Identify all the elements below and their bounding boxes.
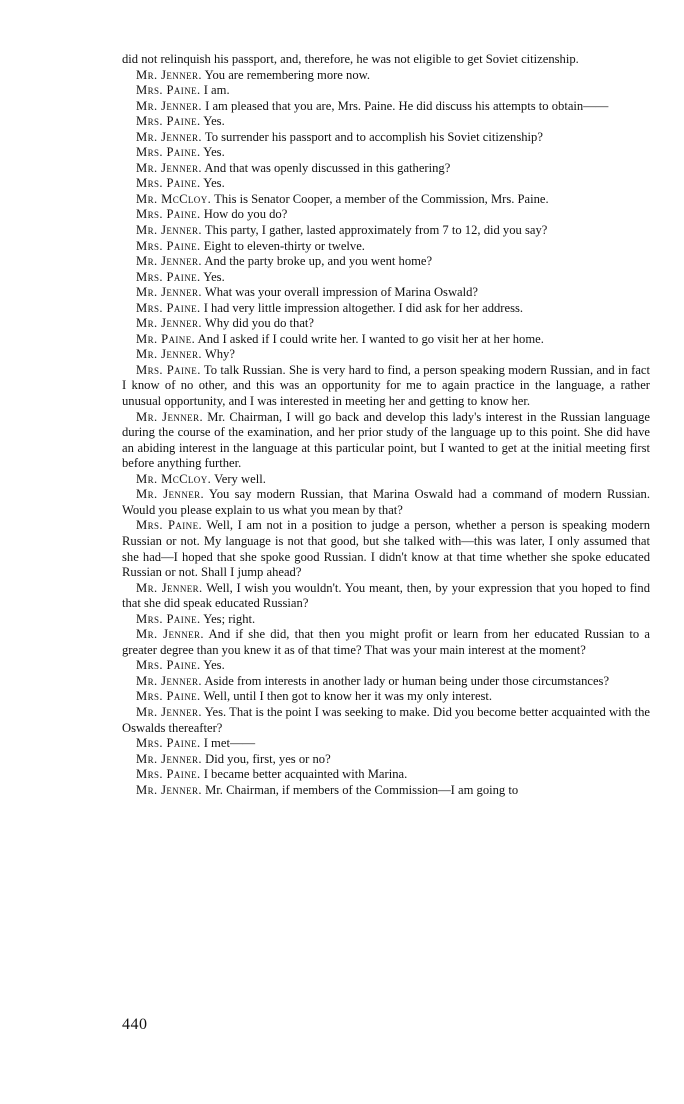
transcript-paragraph: [122, 487, 650, 518]
transcript-paragraph: [122, 767, 650, 783]
transcript-paragraph: [122, 145, 650, 161]
speech-text: I am pleased that you are, Mrs. Paine. He did discuss his attempts to obtain——: [205, 98, 609, 113]
speech-text: To talk Russian. She is very hard to find, a person speaking modern Russian, and in fact I know of no other, and this was an opportunity for me to again practice in the language, a rather unusual opportunity, and I was interested in meeting her and getting to know her.: [122, 362, 650, 409]
speaker-name: Mr. Jenner.: [136, 160, 202, 175]
transcript-paragraph: [122, 736, 650, 752]
speech-text: This party, I gather, lasted approximately from 7 to 12, did you say?: [204, 223, 548, 238]
transcript-paragraph: [122, 332, 650, 348]
speech-text: You say modern Russian, that Marina Oswald had a command of modern Russian. Would you please explain to us what you mean by that?: [122, 487, 651, 517]
speech-text: To surrender his passport and to accomplish his Soviet citizenship?: [204, 129, 543, 144]
transcript-paragraph: [122, 301, 650, 317]
speaker-name: Mr. Jenner.: [136, 487, 205, 502]
speaker-name: Mrs. Paine.: [136, 145, 201, 160]
transcript-paragraph: [122, 99, 650, 115]
transcript-paragraph: [122, 410, 650, 472]
transcript-paragraph: [122, 192, 650, 208]
speaker-name: Mr. Jenner.: [136, 673, 202, 688]
speaker-name: Mr. Jenner.: [136, 627, 204, 642]
transcript-paragraph: [122, 581, 650, 612]
speech-text: Well, I wish you wouldn't. You meant, then, by your expression that you hoped to find that she did speak educated Russian?: [122, 580, 650, 611]
speaker-name: Mrs. Paine.: [136, 207, 201, 222]
transcript-paragraph: [122, 518, 650, 580]
speech-text: What was your overall impression of Marina Oswald?: [204, 285, 479, 300]
speaker-name: Mrs. Paine.: [136, 176, 201, 191]
speaker-name: Mrs. Paine.: [136, 300, 201, 315]
speaker-name: Mrs. Paine.: [136, 689, 201, 704]
speech-text: You are remembering more now.: [204, 67, 371, 82]
speech-text: Well, until I then got to know her it was my only interest.: [203, 689, 493, 704]
speech-text: Yes.: [203, 269, 225, 284]
speech-text: Mr. Chairman, I will go back and develop this lady's interest in the Russian language during the course of the examination, and her prior study of the language up to this point. She did have an abiding interest in the language at this particular point, but I wanted to get at the initial meeting first before anything further.: [122, 409, 650, 471]
transcript-paragraph: [122, 689, 650, 705]
speaker-name: Mrs. Paine.: [136, 269, 201, 284]
transcript-paragraph: [122, 114, 650, 130]
speaker-name: Mrs. Paine.: [136, 83, 201, 98]
speaker-name: Mr. Jenner.: [136, 223, 202, 238]
speech-text: I became better acquainted with Marina.: [203, 767, 408, 782]
speaker-name: Mr. Jenner.: [136, 129, 202, 144]
speech-text: Yes; right.: [203, 611, 256, 626]
transcript-paragraph: [122, 674, 650, 690]
transcript-paragraph: [122, 83, 650, 99]
transcript-paragraph: [122, 161, 650, 177]
transcript-paragraph: [122, 347, 650, 363]
speaker-name: Mrs. Paine.: [136, 658, 201, 673]
speech-text: I am.: [203, 83, 230, 98]
transcript-paragraph: [122, 176, 650, 192]
speaker-name: Mr. Jenner.: [136, 580, 203, 595]
speaker-name: Mr. Jenner.: [136, 704, 202, 719]
transcript-paragraph: [122, 68, 650, 84]
speaker-name: Mr. Jenner.: [136, 782, 202, 797]
speech-text: Eight to eleven-thirty or twelve.: [203, 238, 365, 253]
speaker-name: Mrs. Paine.: [136, 114, 201, 129]
transcript-paragraph: [122, 207, 650, 223]
transcript-paragraph: [122, 783, 650, 799]
transcript-paragraph: [122, 254, 650, 270]
speaker-name: Mr. Jenner.: [136, 67, 202, 82]
speaker-name: Mr. Jenner.: [136, 98, 202, 113]
speech-text: I had very little impression altogether. I did ask for her address.: [203, 300, 524, 315]
speaker-name: Mrs. Paine.: [136, 767, 201, 782]
transcript-paragraph: [122, 130, 650, 146]
speech-text: Yes.: [203, 145, 225, 160]
transcript-paragraph: [122, 612, 650, 628]
speaker-name: Mrs. Paine.: [136, 518, 203, 533]
speech-text: And I asked if I could write her. I wanted to go visit her at her home.: [197, 331, 544, 346]
speech-text: Why did you do that?: [204, 316, 315, 331]
transcript-paragraph: [122, 52, 650, 68]
transcript-paragraph: [122, 239, 650, 255]
speaker-name: Mr. McCloy.: [136, 191, 212, 206]
transcript-body: [122, 52, 650, 798]
speaker-name: Mr. Jenner.: [136, 347, 202, 362]
speaker-name: Mrs. Paine.: [136, 611, 201, 626]
speech-text: I met——: [203, 736, 256, 751]
page-number: 440: [122, 1016, 148, 1033]
transcript-paragraph: [122, 705, 650, 736]
transcript-paragraph: [122, 752, 650, 768]
speaker-name: Mr. Paine.: [136, 331, 196, 346]
speech-text: Yes. That is the point I was seeking to make. Did you become better acquainted with the Oswalds thereafter?: [122, 704, 650, 735]
speaker-name: Mrs. Paine.: [136, 362, 201, 377]
speech-text: How do you do?: [203, 207, 288, 222]
transcript-paragraph: [122, 285, 650, 301]
speaker-name: Mr. Jenner.: [136, 409, 204, 424]
transcript-paragraph: [122, 363, 650, 410]
speaker-name: Mr. Jenner.: [136, 751, 202, 766]
transcript-paragraph: [122, 472, 650, 488]
speaker-name: Mr. McCloy.: [136, 471, 212, 486]
speech-text: And the party broke up, and you went home?: [204, 254, 433, 269]
speaker-name: Mr. Jenner.: [136, 285, 202, 300]
speech-text: Did you, first, yes or no?: [205, 751, 331, 766]
transcript-paragraph: [122, 627, 650, 658]
speech-text: Yes.: [203, 658, 225, 673]
speaker-name: Mrs. Paine.: [136, 736, 201, 751]
speaker-name: Mrs. Paine.: [136, 238, 201, 253]
transcript-paragraph: [122, 658, 650, 674]
speech-text: Aside from interests in another lady or human being under those circumstances?: [204, 673, 610, 688]
speech-text: Mr. Chairman, if members of the Commission—I am going to: [205, 782, 519, 797]
speech-text: Yes.: [203, 176, 225, 191]
speech-text: And if she did, that then you might profit or learn from her educated Russian to a greater degree than you knew it as of that time? That was your main interest at the moment?: [122, 627, 650, 657]
speaker-name: Mr. Jenner.: [136, 254, 202, 269]
speech-text: Why?: [204, 347, 235, 362]
speech-text: And that was openly discussed in this gathering?: [204, 160, 451, 175]
speech-text: Yes.: [203, 114, 225, 129]
speech-text: This is Senator Cooper, a member of the Commission, Mrs. Paine.: [214, 191, 549, 206]
transcript-paragraph: [122, 316, 650, 332]
transcript-paragraph: [122, 223, 650, 239]
speech-text: Well, I am not in a position to judge a person, whether a person is speaking modern Russian or not. My language is not that good, but she talked with—this was later, I only assumed that she had—I hoped that she spoke good Russian. I didn't know at that time whether she spoke educated Russian or not. Shall I jump ahead?: [122, 518, 650, 580]
speech-text: did not relinquish his passport, and, therefore, he was not eligible to get Soviet citizenship.: [122, 52, 579, 66]
speech-text: Very well.: [214, 471, 266, 486]
speaker-name: Mr. Jenner.: [136, 316, 202, 331]
transcript-paragraph: [122, 270, 650, 286]
